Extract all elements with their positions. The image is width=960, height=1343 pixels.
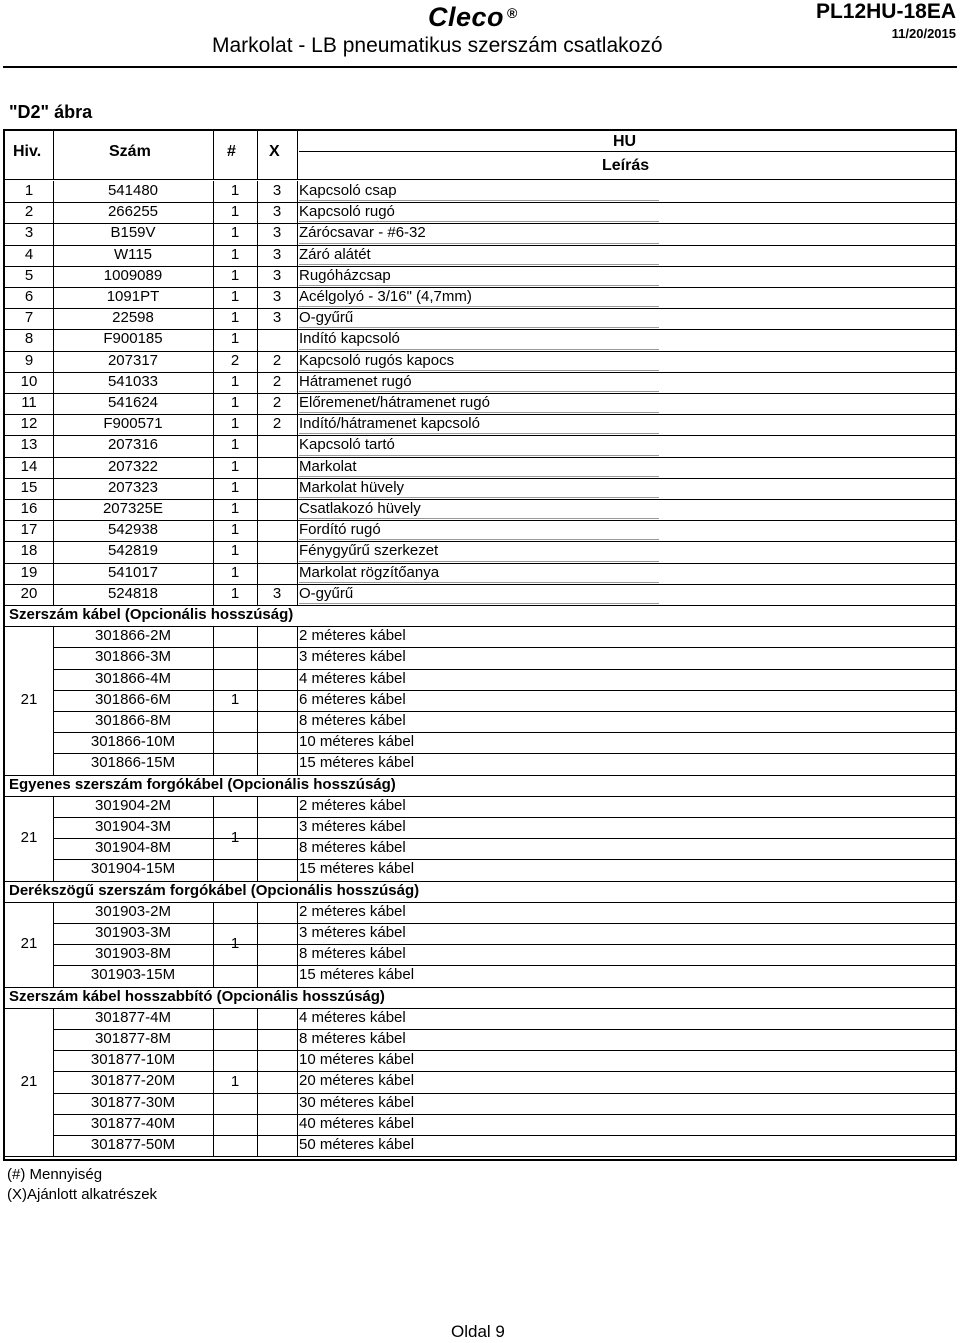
part-description: Fénygyűrű szerkezet bbox=[299, 542, 439, 560]
description-cell-rule bbox=[299, 433, 659, 434]
description-cell-rule bbox=[299, 200, 659, 201]
cable-description: 15 méteres kábel bbox=[299, 966, 415, 984]
part-description: O-gyűrű bbox=[299, 584, 354, 602]
cable-description: 8 méteres kábel bbox=[299, 945, 406, 963]
section-ref: 21 bbox=[20, 691, 38, 709]
brand-logo: Cleco ® bbox=[428, 2, 518, 32]
section-top-rule bbox=[5, 902, 955, 903]
cable-part-number: 301877-10M bbox=[90, 1051, 176, 1069]
header-bottom-rule bbox=[5, 179, 955, 180]
part-ref: 13 bbox=[20, 436, 38, 454]
description-cell-rule bbox=[299, 582, 659, 583]
cable-description: 6 méteres kábel bbox=[299, 690, 406, 708]
description-cell-rule bbox=[299, 539, 659, 540]
part-recommended: 3 bbox=[272, 266, 282, 284]
part-description: Záró alátét bbox=[299, 245, 371, 263]
column-separator bbox=[53, 626, 54, 774]
part-quantity: 1 bbox=[230, 478, 240, 496]
description-cell-rule bbox=[299, 243, 659, 244]
part-quantity: 1 bbox=[230, 542, 240, 560]
column-separator bbox=[213, 181, 214, 605]
part-number: B159V bbox=[110, 224, 156, 242]
part-ref: 4 bbox=[24, 245, 34, 263]
header-separator bbox=[297, 131, 298, 179]
part-number: 266255 bbox=[107, 203, 159, 221]
column-separator bbox=[257, 181, 258, 605]
part-description: Kapcsoló csap bbox=[299, 182, 397, 199]
column-separator bbox=[213, 1008, 214, 1156]
part-ref: 6 bbox=[24, 288, 34, 305]
column-separator bbox=[297, 1008, 298, 1156]
part-recommended: 3 bbox=[272, 584, 282, 602]
description-cell-rule bbox=[299, 412, 659, 413]
part-number: 542938 bbox=[107, 521, 159, 539]
description-header-rule bbox=[299, 151, 955, 152]
cable-description: 50 méteres kábel bbox=[299, 1136, 415, 1153]
description-cell-rule bbox=[299, 264, 659, 265]
part-quantity: 1 bbox=[230, 563, 240, 581]
part-recommended: 3 bbox=[272, 224, 282, 242]
parts-table bbox=[3, 129, 957, 1161]
description-cell-rule bbox=[299, 370, 659, 371]
part-quantity: 1 bbox=[230, 224, 240, 242]
cable-description: 15 méteres kábel bbox=[299, 754, 415, 772]
column-separator bbox=[53, 796, 54, 881]
column-separator bbox=[213, 796, 214, 881]
header-divider bbox=[3, 66, 957, 68]
part-description: Fordító rugó bbox=[299, 521, 381, 539]
part-description: Rugóházcsap bbox=[299, 266, 391, 284]
part-number: 207317 bbox=[107, 351, 159, 369]
part-recommended: 3 bbox=[272, 288, 282, 305]
header-separator bbox=[257, 131, 258, 179]
part-number: F900571 bbox=[103, 415, 163, 433]
cable-part-number: 301904-2M bbox=[95, 796, 171, 814]
part-description: Kapcsoló tartó bbox=[299, 436, 395, 454]
part-number: 207316 bbox=[107, 436, 159, 454]
part-number: 541480 bbox=[107, 182, 159, 199]
part-ref: 5 bbox=[24, 266, 34, 284]
column-separator bbox=[257, 902, 258, 987]
document-date: 11/20/2015 bbox=[891, 26, 956, 41]
cable-part-number: 301877-4M bbox=[95, 1008, 171, 1026]
part-description: Hátramenet rugó bbox=[299, 372, 412, 390]
part-number: F900185 bbox=[103, 330, 163, 348]
cable-description: 40 méteres kábel bbox=[299, 1114, 415, 1132]
part-recommended: 2 bbox=[272, 394, 282, 411]
description-cell-rule bbox=[299, 455, 659, 456]
cable-description: 15 méteres kábel bbox=[299, 860, 415, 878]
part-number: 542819 bbox=[107, 542, 159, 560]
cable-description: 2 méteres kábel bbox=[299, 902, 406, 920]
column-header-qty: # bbox=[227, 143, 236, 160]
part-description: Zárócsavar - #6-32 bbox=[299, 224, 426, 242]
description-cell-rule bbox=[299, 476, 659, 477]
column-separator bbox=[257, 796, 258, 881]
cable-description: 2 méteres kábel bbox=[299, 627, 406, 645]
part-ref: 16 bbox=[20, 500, 38, 517]
section-ref: 21 bbox=[20, 935, 38, 953]
part-number: W115 bbox=[113, 245, 153, 263]
cable-part-number: 301866-15M bbox=[90, 754, 176, 772]
column-separator bbox=[53, 902, 54, 987]
cable-part-number: 301903-3M bbox=[95, 924, 171, 941]
section-quantity: 1 bbox=[230, 829, 240, 847]
description-cell-rule bbox=[299, 391, 659, 392]
cable-part-number: 301866-6M bbox=[95, 690, 171, 708]
part-recommended: 3 bbox=[272, 245, 282, 263]
cable-part-number: 301904-8M bbox=[95, 839, 171, 857]
column-header-x: X bbox=[269, 143, 280, 160]
part-number: 207325E bbox=[102, 500, 164, 517]
description-cell-rule bbox=[299, 306, 659, 307]
part-quantity: 1 bbox=[230, 521, 240, 539]
part-quantity: 1 bbox=[230, 182, 240, 199]
part-number: 1091PT bbox=[106, 288, 160, 305]
cable-part-number: 301877-40M bbox=[90, 1114, 176, 1132]
part-ref: 15 bbox=[20, 478, 38, 496]
description-cell-rule bbox=[299, 327, 659, 328]
part-ref: 12 bbox=[20, 415, 38, 433]
part-ref: 2 bbox=[24, 203, 34, 221]
part-description: Csatlakozó hüvely bbox=[299, 500, 421, 517]
cable-description: 4 méteres kábel bbox=[299, 669, 406, 687]
header-separator bbox=[213, 131, 214, 179]
column-separator bbox=[53, 1008, 54, 1156]
cable-part-number: 301877-30M bbox=[90, 1093, 176, 1111]
part-quantity: 1 bbox=[230, 330, 240, 348]
cable-description: 10 méteres kábel bbox=[299, 1051, 415, 1069]
part-number: 1009089 bbox=[103, 266, 163, 284]
part-quantity: 1 bbox=[230, 266, 240, 284]
cable-description: 3 méteres kábel bbox=[299, 818, 406, 835]
part-recommended: 2 bbox=[272, 372, 282, 390]
column-separator bbox=[297, 181, 298, 605]
column-header-szam: Szám bbox=[109, 143, 151, 160]
column-separator bbox=[213, 626, 214, 774]
cable-description: 10 méteres kábel bbox=[299, 733, 415, 751]
document-subtitle: Markolat - LB pneumatikus szerszám csatlakozó bbox=[212, 34, 663, 57]
part-description: Előremenet/hátramenet rugó bbox=[299, 394, 490, 411]
part-description: Markolat hüvely bbox=[299, 478, 405, 496]
part-quantity: 1 bbox=[230, 457, 240, 475]
section-ref: 21 bbox=[20, 1073, 38, 1090]
cable-description: 4 méteres kábel bbox=[299, 1008, 406, 1026]
cable-description: 8 méteres kábel bbox=[299, 712, 406, 729]
part-quantity: 1 bbox=[230, 500, 240, 517]
part-quantity: 1 bbox=[230, 584, 240, 602]
part-quantity: 1 bbox=[230, 415, 240, 433]
part-ref: 10 bbox=[20, 372, 38, 390]
part-ref: 11 bbox=[21, 394, 37, 411]
part-recommended: 3 bbox=[272, 182, 282, 199]
cable-description: 8 méteres kábel bbox=[299, 839, 406, 857]
column-separator bbox=[257, 1008, 258, 1156]
cable-description: 30 méteres kábel bbox=[299, 1093, 415, 1111]
column-header-lang: HU bbox=[613, 133, 637, 150]
column-separator bbox=[297, 902, 298, 987]
section-quantity: 1 bbox=[230, 1073, 240, 1090]
part-ref: 8 bbox=[24, 330, 34, 348]
part-recommended: 2 bbox=[272, 351, 282, 369]
part-number: 541017 bbox=[107, 563, 159, 581]
part-quantity: 1 bbox=[230, 372, 240, 390]
part-number: 541624 bbox=[107, 394, 159, 411]
cable-part-number: 301866-2M bbox=[95, 627, 171, 645]
description-cell-rule bbox=[299, 518, 659, 519]
part-ref: 1 bbox=[24, 182, 34, 199]
description-cell-rule bbox=[299, 349, 659, 350]
part-ref: 3 bbox=[24, 224, 34, 242]
part-description: Kapcsoló rugós kapocs bbox=[299, 351, 455, 369]
part-recommended: 3 bbox=[272, 203, 282, 221]
part-description: O-gyűrű bbox=[299, 309, 354, 327]
part-quantity: 1 bbox=[230, 203, 240, 221]
column-separator bbox=[297, 626, 298, 774]
part-description: Markolat rögzítőanya bbox=[299, 563, 440, 581]
cable-part-number: 301877-20M bbox=[90, 1072, 176, 1090]
description-cell-rule bbox=[299, 603, 659, 604]
section-title: Szerszám kábel hosszabbító (Opcionális hosszúság) bbox=[9, 987, 385, 1005]
part-recommended: 3 bbox=[272, 309, 282, 327]
section-ref: 21 bbox=[20, 829, 38, 847]
footnote-recommended: (X)Ajánlott alkatrészek bbox=[7, 1186, 158, 1203]
part-number: 22598 bbox=[112, 309, 154, 327]
figure-label: "D2" ábra bbox=[9, 102, 93, 122]
part-description: Indító/hátramenet kapcsoló bbox=[299, 415, 480, 433]
part-quantity: 1 bbox=[230, 245, 240, 263]
section-bottom-rule bbox=[5, 1156, 955, 1157]
column-separator bbox=[213, 902, 214, 987]
part-quantity: 1 bbox=[230, 288, 240, 305]
description-cell-rule bbox=[299, 497, 659, 498]
part-ref: 14 bbox=[20, 457, 38, 475]
section-title: Egyenes szerszám forgókábel (Opcionális hosszúság) bbox=[9, 775, 396, 793]
section-quantity: 1 bbox=[230, 935, 240, 953]
description-cell-rule bbox=[299, 221, 659, 222]
section-top-rule bbox=[5, 796, 955, 797]
part-quantity: 1 bbox=[230, 436, 240, 454]
document-id: PL12HU-18EA bbox=[815, 0, 956, 23]
header-separator bbox=[53, 131, 54, 179]
page-number: Oldal 9 bbox=[451, 1322, 505, 1341]
part-description: Indító kapcsoló bbox=[299, 330, 400, 348]
description-cell-rule bbox=[299, 561, 659, 562]
cable-part-number: 301903-15M bbox=[90, 966, 176, 984]
cable-part-number: 301903-2M bbox=[95, 902, 171, 920]
part-ref: 20 bbox=[20, 584, 38, 602]
column-separator bbox=[257, 626, 258, 774]
part-description: Acélgolyó - 3/16" (4,7mm) bbox=[299, 288, 472, 305]
part-ref: 17 bbox=[20, 521, 38, 539]
cable-part-number: 301903-8M bbox=[95, 945, 171, 963]
cable-description: 3 méteres kábel bbox=[299, 648, 406, 666]
part-quantity: 1 bbox=[230, 309, 240, 327]
part-ref: 7 bbox=[24, 309, 34, 327]
part-quantity: 2 bbox=[230, 351, 240, 369]
column-header-hiv: Hiv. bbox=[13, 143, 42, 160]
column-separator bbox=[297, 796, 298, 881]
part-recommended: 2 bbox=[272, 415, 282, 433]
part-description: Kapcsoló rugó bbox=[299, 203, 395, 221]
footnote-quantity: (#) Mennyiség bbox=[7, 1166, 103, 1183]
cable-part-number: 301866-8M bbox=[95, 712, 171, 729]
cable-description: 20 méteres kábel bbox=[299, 1072, 415, 1090]
part-number: 524818 bbox=[107, 584, 159, 602]
section-title: Szerszám kábel (Opcionális hosszúság) bbox=[9, 606, 294, 623]
cable-description: 2 méteres kábel bbox=[299, 796, 406, 814]
part-ref: 18 bbox=[20, 542, 38, 560]
section-quantity: 1 bbox=[230, 691, 240, 709]
section-top-rule bbox=[5, 1008, 955, 1009]
part-number: 207323 bbox=[107, 478, 159, 496]
section-title: Derékszögű szerszám forgókábel (Opcionális hosszúság) bbox=[9, 881, 420, 899]
section-top-rule bbox=[5, 626, 955, 627]
cable-part-number: 301866-3M bbox=[95, 648, 171, 666]
cable-part-number: 301877-8M bbox=[95, 1030, 171, 1047]
column-header-desc: Leírás bbox=[602, 157, 650, 174]
cable-part-number: 301904-3M bbox=[95, 818, 171, 835]
part-number: 541033 bbox=[107, 372, 159, 390]
description-cell-rule bbox=[299, 285, 659, 286]
cable-part-number: 301866-4M bbox=[95, 669, 171, 687]
part-description: Markolat bbox=[299, 457, 357, 475]
cable-part-number: 301904-15M bbox=[90, 860, 176, 878]
cable-description: 8 méteres kábel bbox=[299, 1030, 406, 1047]
cable-part-number: 301866-10M bbox=[90, 733, 176, 751]
part-ref: 19 bbox=[20, 563, 38, 581]
part-ref: 9 bbox=[24, 351, 34, 369]
column-separator bbox=[53, 181, 54, 605]
registered-mark: ® bbox=[507, 5, 518, 21]
part-number: 207322 bbox=[107, 457, 159, 475]
part-quantity: 1 bbox=[230, 394, 240, 411]
cable-part-number: 301877-50M bbox=[90, 1136, 176, 1153]
cable-description: 3 méteres kábel bbox=[299, 924, 406, 941]
